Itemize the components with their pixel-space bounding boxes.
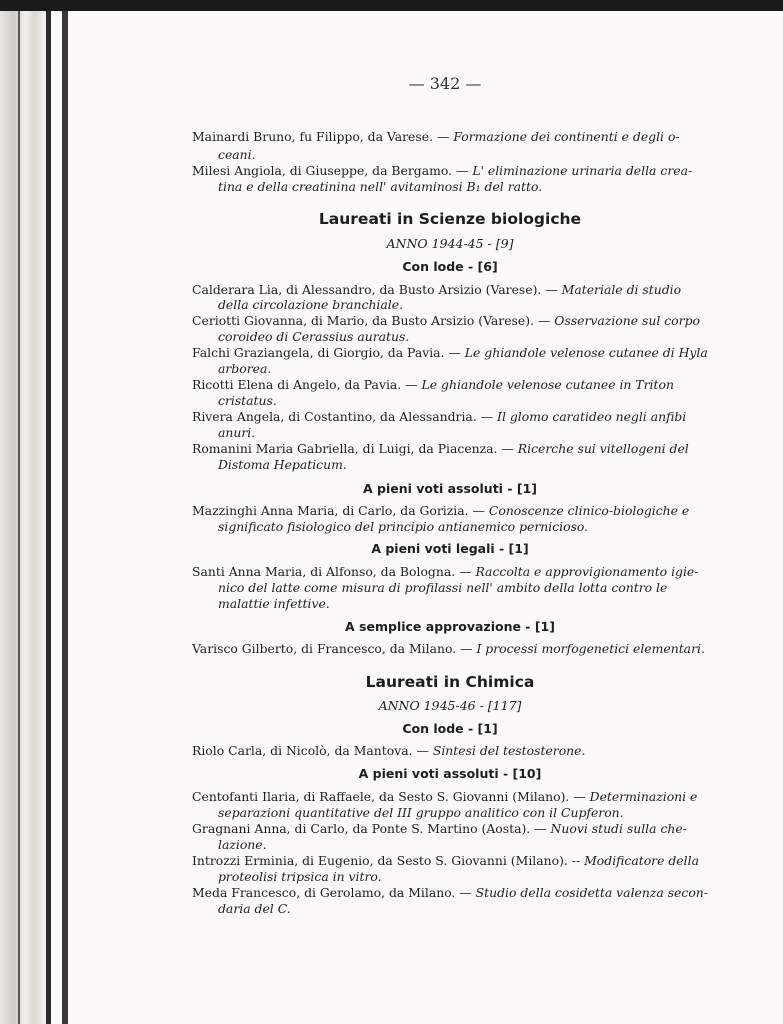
entry-line xyxy=(192,409,686,425)
subsection-heading: A pieni voti assoluti - [1] xyxy=(363,481,537,496)
thesis-title: Studio della cosidetta valenza secon- xyxy=(475,885,708,900)
entry-line xyxy=(192,282,681,298)
thesis-title: I processi morfogenetici elementari. xyxy=(476,641,705,656)
thesis-title-cont: arborea. xyxy=(218,361,272,376)
thesis-title: Raccolta e approvigionamento igie- xyxy=(475,564,699,579)
thesis-title-cont: separazioni quantitative del III gruppo analitico con il Cupferon. xyxy=(218,805,624,820)
thesis-title-cont: tina e della creatinina nell' avitaminosi B₁ del ratto. xyxy=(218,179,543,194)
thesis-title: Materiale di studio xyxy=(561,282,682,297)
thesis-title: Sintesi del testosterone. xyxy=(432,743,586,758)
thesis-title-cont: lazione. xyxy=(218,837,267,852)
page-number: — 342 — xyxy=(408,74,482,93)
thesis-title-cont: anuri. xyxy=(218,425,256,440)
entry-line xyxy=(192,564,698,580)
thesis-title: Determinazioni e xyxy=(589,789,698,804)
entry-name: Riolo Carla, di Nicolò, da Mantova. — xyxy=(192,743,429,758)
entry-line xyxy=(192,377,674,393)
thesis-title-cont: significato fisiologico del principio antianemico pernicioso. xyxy=(218,519,589,534)
entry-name: Falchi Graziangela, di Giorgio, da Pavia. — xyxy=(192,345,461,360)
entry-line xyxy=(192,789,697,805)
thesis-title: Osservazione sul corpo xyxy=(554,313,700,328)
entry-line xyxy=(192,129,680,145)
thesis-title: Il glomo caratideo negli anfibi xyxy=(497,409,687,424)
entry-name: Mazzinghi Anna Maria, di Carlo, da Gorizia. — xyxy=(192,503,485,518)
thesis-title: Modificatore della xyxy=(584,853,699,868)
subsection-heading: Con lode - [1] xyxy=(402,721,498,736)
thesis-title: Le ghiandole velenose cutanee in Triton xyxy=(421,377,674,392)
entry-line xyxy=(192,885,708,901)
thesis-title: Formazione dei continenti e degli o- xyxy=(453,129,680,144)
entry-name: Gragnani Anna, di Carlo, da Ponte S. Martino (Aosta). — xyxy=(192,821,547,836)
section-year: ANNO 1944-45 - [9] xyxy=(386,236,514,251)
subsection-heading: A pieni voti assoluti - [10] xyxy=(358,766,542,781)
thesis-title: Conoscenze clinico-biologiche e xyxy=(488,503,690,518)
entry-name: Rivera Angela, di Costantino, da Alessandria. — xyxy=(192,409,494,424)
entry-line xyxy=(192,821,687,837)
thesis-title: Ricerche sui vitellogeni del xyxy=(517,441,689,456)
thesis-title-cont: nico del latte come misura di profilassi nell' ambito della lotta contro le xyxy=(218,580,668,595)
thesis-title-cont: Distoma Hepaticum. xyxy=(218,457,347,472)
entry-line xyxy=(192,163,692,179)
entry-name: Introzzi Erminia, di Eugenio, da Sesto S. Giovanni (Milano). -- xyxy=(192,853,581,868)
thesis-title-cont: daria del C. xyxy=(218,901,291,916)
thesis-title: Le ghiandole velenose cutanee di Hyla xyxy=(464,345,708,360)
entry-line xyxy=(192,641,705,657)
entry-line xyxy=(192,345,708,361)
thesis-title-cont: coroideo di Cerassius auratus. xyxy=(218,329,410,344)
thesis-title-cont: della circolazione branchiale. xyxy=(218,297,404,312)
entry-line xyxy=(192,313,700,329)
entry-name: Milesi Angiola, di Giuseppe, da Bergamo. — xyxy=(192,163,469,178)
entry-name: Santi Anna Maria, di Alfonso, da Bologna. — xyxy=(192,564,472,579)
thesis-title: Nuovi studi sulla che- xyxy=(550,821,687,836)
entry-name: Varisco Gilberto, di Francesco, da Milano. — xyxy=(192,641,473,656)
entry-line xyxy=(192,853,699,869)
entry-line xyxy=(192,743,585,759)
subsection-heading: A semplice approvazione - [1] xyxy=(345,619,555,634)
entry-line xyxy=(192,441,689,457)
entry-name: Mainardi Bruno, fu Filippo, da Varese. — xyxy=(192,129,450,144)
thesis-title: L' eliminazione urinaria della crea- xyxy=(472,163,693,178)
entry-line xyxy=(192,503,689,519)
thesis-title-cont: ceani. xyxy=(218,147,256,162)
thesis-title-cont: malattie infettive. xyxy=(218,596,330,611)
entry-name: Meda Francesco, di Gerolamo, da Milano. — xyxy=(192,885,472,900)
entry-name: Ceriotti Giovanna, di Mario, da Busto Arsizio (Varese). — xyxy=(192,313,551,328)
thesis-title-cont: proteolisi tripsica in vitro. xyxy=(218,869,382,884)
entry-name: Centofanti Ilaria, di Raffaele, da Sesto S. Giovanni (Milano). — xyxy=(192,789,586,804)
entry-name: Romanini Maria Gabriella, di Luigi, da Piacenza. — xyxy=(192,441,514,456)
entry-name: Calderara Lia, di Alessandro, da Busto Arsizio (Varese). — xyxy=(192,282,558,297)
subsection-heading: A pieni voti legali - [1] xyxy=(371,541,529,556)
subsection-heading: Con lode - [6] xyxy=(402,259,498,274)
section-heading: Laureati in Scienze biologiche xyxy=(318,210,582,228)
section-heading: Laureati in Chimica xyxy=(365,673,535,691)
section-year: ANNO 1945-46 - [117] xyxy=(378,698,522,713)
thesis-title-cont: cristatus. xyxy=(218,393,277,408)
entry-name: Ricotti Elena di Angelo, da Pavia. — xyxy=(192,377,418,392)
